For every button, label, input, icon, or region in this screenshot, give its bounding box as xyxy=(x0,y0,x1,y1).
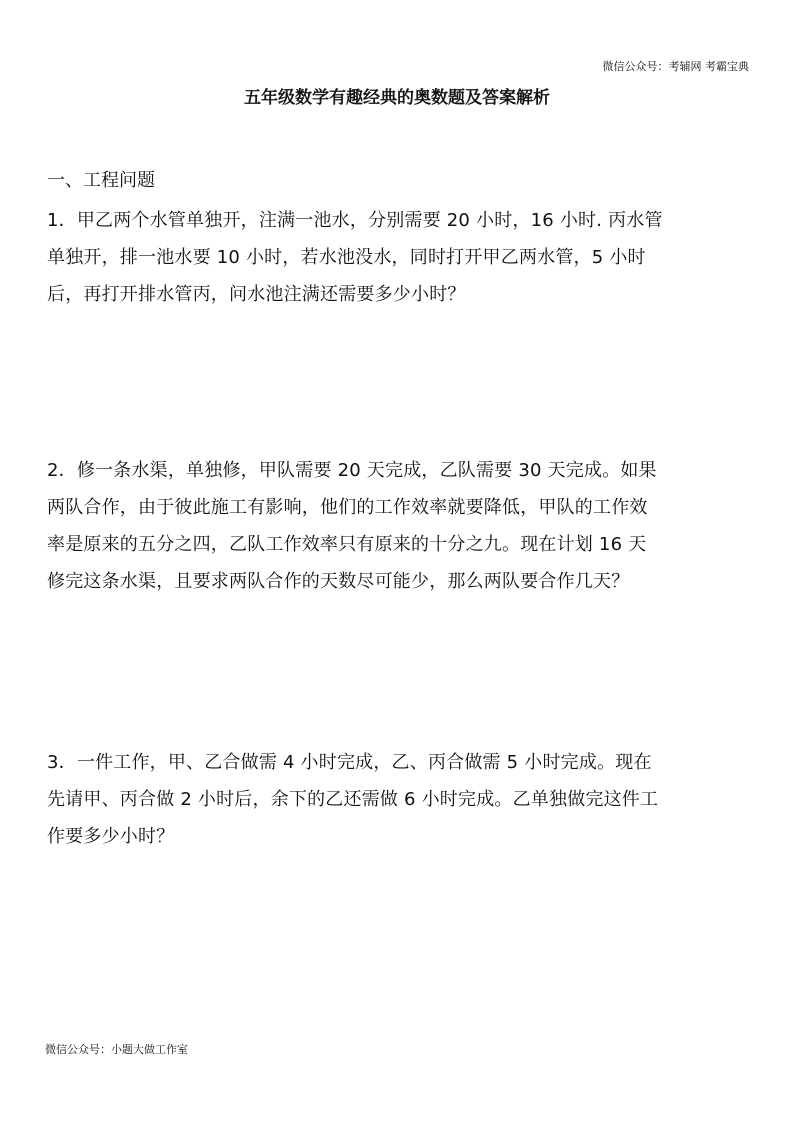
problem-line: 后，再打开排水管丙，问水池注满还需要多少小时？ xyxy=(47,284,466,305)
problem-2 xyxy=(47,452,747,600)
document-title: 五年级数学有趣经典的奥数题及答案解析 xyxy=(244,88,550,108)
problem-3 xyxy=(47,744,747,855)
problem-line: 修完这条水渠，且要求两队合作的天数尽可能少，那么两队要合作几天？ xyxy=(47,571,630,592)
problem-line: 3．一件工作，甲、乙合做需 4 小时完成，乙、丙合做需 5 小时完成。现在 xyxy=(47,752,652,773)
problem-1 xyxy=(47,202,747,313)
problem-line: 作要多少小时？ xyxy=(47,826,175,847)
problem-line: 单独开，排一池水要 10 小时，若水池没水，同时打开甲乙两水管，5 小时 xyxy=(47,247,646,268)
section-heading: 一、工程问题 xyxy=(47,170,155,191)
header-note: 微信公众号：考辅网 考霸宝典 xyxy=(602,60,749,73)
problem-line: 1．甲乙两个水管单独开，注满一池水，分别需要 20 小时，16 小时. 丙水管 xyxy=(47,210,663,231)
footer-note: 微信公众号：小题大做工作室 xyxy=(45,1043,188,1056)
problem-line: 2．修一条水渠，单独修，甲队需要 20 天完成，乙队需要 30 天完成。如果 xyxy=(47,460,657,481)
problem-line: 先请甲、丙合做 2 小时后，余下的乙还需做 6 小时完成。乙单独做完这件工 xyxy=(47,789,659,810)
problem-line: 两队合作，由于彼此施工有影响，他们的工作效率就要降低，甲队的工作效 xyxy=(47,497,648,518)
problem-line: 率是原来的五分之四，乙队工作效率只有原来的十分之九。现在计划 16 天 xyxy=(47,534,647,555)
